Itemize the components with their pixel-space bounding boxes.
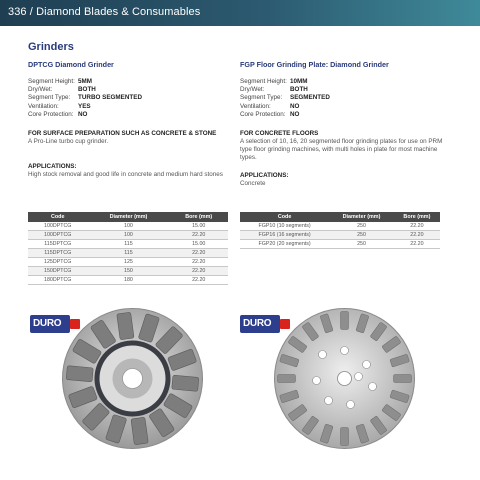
cell-bore: 22.20 bbox=[394, 222, 440, 231]
spec-row bbox=[28, 111, 238, 119]
cell-bore: 22.20 bbox=[169, 275, 228, 284]
mounting-hole bbox=[369, 383, 377, 391]
spec-row bbox=[240, 111, 455, 119]
mounting-hole bbox=[347, 401, 355, 409]
cell-code: 150DPTCG bbox=[28, 266, 87, 275]
mounting-hole bbox=[355, 373, 363, 381]
spec-value: YES bbox=[78, 102, 91, 110]
spec-row bbox=[28, 78, 238, 86]
cell-code: FGP16 (16 segments) bbox=[240, 231, 329, 240]
table-row bbox=[28, 258, 228, 267]
use-heading: FOR CONCRETE FLOORS bbox=[240, 130, 319, 138]
cell-diameter: 250 bbox=[329, 231, 394, 240]
table-row bbox=[28, 275, 228, 284]
spec-label: Segment Height: bbox=[28, 78, 75, 85]
table-row bbox=[28, 249, 228, 258]
applications-text: High stock removal and good life in concrete and medium hard stones bbox=[28, 171, 223, 179]
cell-diameter: 115 bbox=[87, 249, 169, 258]
logo-text: DURO bbox=[243, 318, 272, 329]
diamond-segment bbox=[341, 428, 349, 446]
cell-bore: 22.20 bbox=[394, 240, 440, 249]
mounting-hole bbox=[319, 351, 327, 359]
cell-bore: 22.20 bbox=[169, 231, 228, 240]
page-header-title: 336 / Diamond Blades & Consumables bbox=[8, 6, 201, 18]
fgp-table bbox=[240, 212, 440, 249]
spec-value: NO bbox=[290, 102, 300, 110]
cell-bore: 22.20 bbox=[169, 258, 228, 267]
product-title: DPTCG Diamond Grinder bbox=[28, 60, 114, 69]
product-fgp bbox=[240, 60, 455, 188]
cell-diameter: 100 bbox=[87, 231, 169, 240]
spec-value: 10MM bbox=[290, 78, 308, 85]
spec-row bbox=[240, 78, 455, 86]
table-header-row bbox=[28, 212, 228, 222]
diamond-segment bbox=[66, 366, 93, 382]
col-bore: Bore (mm) bbox=[394, 212, 440, 222]
table-row bbox=[28, 266, 228, 275]
floor-grinding-plate-image bbox=[272, 306, 417, 451]
col-bore: Bore (mm) bbox=[169, 212, 228, 222]
table-row bbox=[240, 222, 440, 231]
spec-row bbox=[240, 103, 455, 111]
use-text: A selection of 10, 16, 20 segmented floor grinding plates for use on PRM type floor grinding machines, with multi holes in plate for most machine types. bbox=[240, 138, 443, 162]
spec-row bbox=[28, 103, 238, 111]
table-row bbox=[28, 240, 228, 249]
spec-label: Ventilation: bbox=[28, 102, 59, 110]
spec-value: 5MM bbox=[78, 78, 92, 85]
cell-bore: 22.20 bbox=[394, 231, 440, 240]
applications-heading: APPLICATIONS: bbox=[240, 171, 289, 179]
spec-label: Segment Type: bbox=[28, 94, 71, 102]
spec-label: Segment Height: bbox=[240, 78, 287, 85]
cell-code: 100DPTCG bbox=[28, 231, 87, 240]
cell-bore: 22.20 bbox=[169, 266, 228, 275]
diamond-segment bbox=[172, 375, 199, 391]
spec-row bbox=[28, 94, 238, 102]
cell-bore: 22.20 bbox=[169, 249, 228, 258]
col-code: Code bbox=[28, 212, 87, 222]
cell-code: FGP10 (10 segments) bbox=[240, 222, 329, 231]
mounting-hole bbox=[363, 361, 371, 369]
spec-value: BOTH bbox=[78, 86, 96, 94]
product-title: FGP Floor Grinding Plate: Diamond Grinder bbox=[240, 60, 389, 69]
spec-value: TURBO SEGMENTED bbox=[78, 94, 143, 102]
applications-heading: APPLICATIONS: bbox=[28, 163, 77, 171]
mounting-hole bbox=[325, 397, 333, 405]
diamond-segment bbox=[341, 312, 349, 330]
cell-code: 180DPTCG bbox=[28, 275, 87, 284]
spec-value: BOTH bbox=[290, 86, 308, 94]
applications-text: Concrete bbox=[240, 179, 266, 187]
cell-diameter: 250 bbox=[329, 240, 394, 249]
cell-diameter: 250 bbox=[329, 222, 394, 231]
cell-bore: 15.00 bbox=[169, 240, 228, 249]
cell-code: 115DPTCG bbox=[28, 249, 87, 258]
logo-text: DURO bbox=[33, 318, 62, 329]
table-header-row bbox=[240, 212, 440, 222]
table-row bbox=[28, 222, 228, 231]
turbo-cup-grinder-image bbox=[60, 306, 205, 451]
dptcg-table bbox=[28, 212, 228, 285]
cell-code: FGP20 (20 segments) bbox=[240, 240, 329, 249]
use-text: A Pro-Line turbo cup grinder. bbox=[28, 138, 109, 146]
table-row bbox=[240, 240, 440, 249]
table-row bbox=[28, 231, 228, 240]
diamond-segment bbox=[278, 375, 296, 383]
spec-label: Dry/Wet: bbox=[240, 86, 265, 94]
cell-diameter: 115 bbox=[87, 240, 169, 249]
spec-row bbox=[28, 86, 238, 94]
spec-row bbox=[240, 86, 455, 94]
table-row bbox=[240, 231, 440, 240]
mounting-hole bbox=[341, 347, 349, 355]
mounting-hole bbox=[313, 377, 321, 385]
product-dptcg bbox=[28, 60, 238, 179]
page-header bbox=[0, 0, 480, 26]
col-diameter: Diameter (mm) bbox=[87, 212, 169, 222]
spec-row bbox=[240, 94, 455, 102]
cell-diameter: 180 bbox=[87, 275, 169, 284]
spec-value: SEGMENTED bbox=[290, 94, 330, 102]
diamond-segment bbox=[394, 375, 412, 383]
spec-label: Core Protection: bbox=[240, 110, 286, 118]
spec-label: Segment Type: bbox=[240, 94, 283, 102]
col-code: Code bbox=[240, 212, 329, 222]
cell-diameter: 125 bbox=[87, 258, 169, 267]
spec-label: Dry/Wet: bbox=[28, 86, 53, 94]
spec-value: NO bbox=[290, 110, 300, 118]
cell-code: 125DPTCG bbox=[28, 258, 87, 267]
cell-code: 100DPTCG bbox=[28, 222, 87, 231]
cell-diameter: 100 bbox=[87, 222, 169, 231]
spec-label: Ventilation: bbox=[240, 102, 271, 110]
cell-code: 115DPTCG bbox=[28, 240, 87, 249]
section-title: Grinders bbox=[28, 41, 74, 53]
spec-value: NO bbox=[78, 110, 88, 118]
spec-label: Core Protection: bbox=[28, 110, 74, 118]
use-heading: FOR SURFACE PREPARATION SUCH AS CONCRETE & STONE bbox=[28, 130, 217, 138]
cell-diameter: 150 bbox=[87, 266, 169, 275]
cell-bore: 15.00 bbox=[169, 222, 228, 231]
col-diameter: Diameter (mm) bbox=[329, 212, 394, 222]
